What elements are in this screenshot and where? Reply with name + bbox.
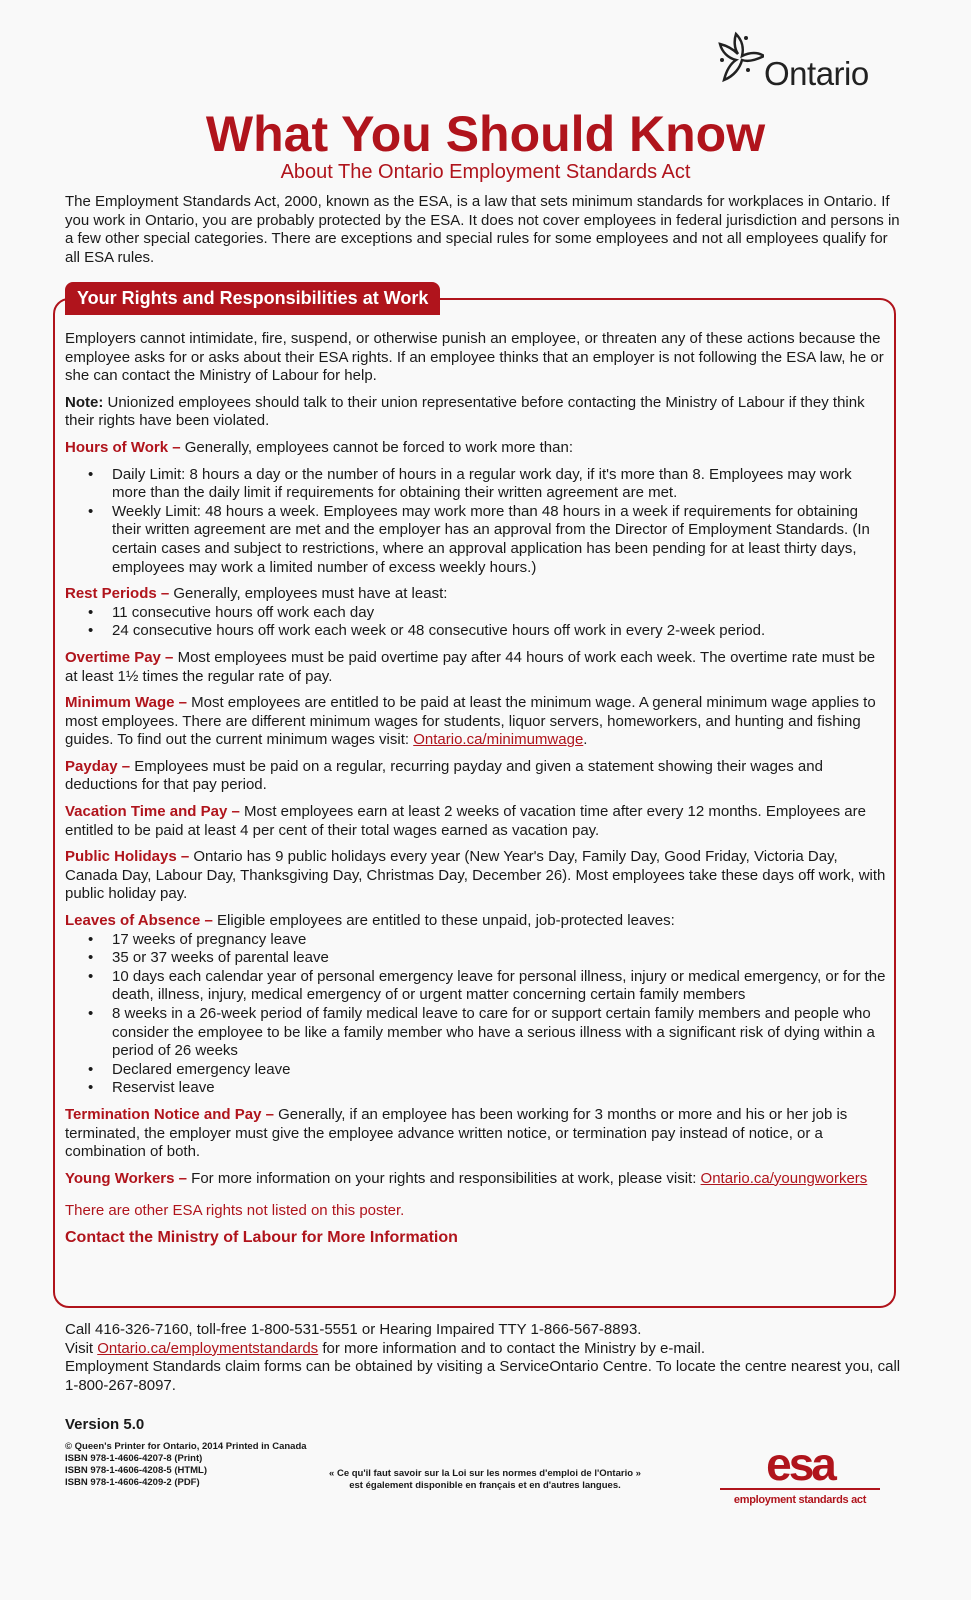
note-label: Note: [65, 393, 104, 411]
retaliation-paragraph: Employers cannot intimidate, fire, suspend, or otherwise punish an employee, or threaten any of these actions because the employee asks for or asks about their ESA rights. If an employee thinks that an employer is not following the ESA law, he or she can contact the Ministry of Labour for help. [65, 330, 884, 385]
phone-numbers: Call 416-326-7160, toll-free 1-800-531-5551 or Hearing Impaired TTY 1-866-567-8893. [65, 1321, 642, 1338]
hours-list [65, 466, 887, 578]
list-item: • 35 or 37 weeks of parental leave [65, 949, 887, 968]
esa-logo-text: esa [766, 1438, 834, 1490]
ontario-wordmark: Ontario [764, 55, 869, 92]
isbn-html: ISBN 978-1-4606-4208-5 (HTML) [65, 1465, 208, 1476]
page-title: What You Should Know [205, 106, 766, 162]
list-item: • Weekly Limit: 48 hours a week. Employees may work more than 48 hours in a week if requirements for obtaining their written agreement are met and the employer has an approval from the Director of Employment Standards. (In certain cases and subject to restrictions, where an approval application has been pending for at least thirty days, employees may work a limited number of excess weekly hours.) [65, 503, 887, 577]
rights-box-heading: Your Rights and Responsibilities at Work [65, 282, 440, 315]
overtime-pay: Overtime Pay – Most employees must be paid overtime pay after 44 hours of work each week. The overtime rate must be at least 1½ times the regular rate of pay. [65, 648, 876, 685]
copyright: © Queen's Printer for Ontario, 2014 Printed in Canada [65, 1441, 307, 1452]
list-item: • 11 consecutive hours off work each day [65, 604, 887, 623]
esa-logo [720, 1438, 880, 1510]
rights-content [65, 330, 887, 1256]
contact-info [65, 1321, 915, 1395]
hours-of-work: Hours of Work – Generally, employees cannot be forced to work more than: [65, 438, 574, 456]
list-item: • 17 weeks of pregnancy leave [65, 931, 887, 950]
rest-periods: Rest Periods – Generally, employees must have at least: [65, 585, 448, 603]
public-holidays: Public Holidays – Ontario has 9 public holidays every year (New Year's Day, Family Day, Good Friday, Victoria Day, Canada Day, Labour Day, Thanksgiving Day, Christmas Day, December 26). Most employees take these days off work, with public holiday pay. [65, 848, 886, 903]
french-availability-note: « Ce qu'il faut savoir sur la Loi sur les normes d'emploi de l'Ontario » est également disponible en français et en d'autres langues. [329, 1468, 641, 1491]
claim-forms-info: Employment Standards claim forms can be obtained by visiting a ServiceOntario Centre. To locate the centre nearest you, call 1-800-267-8097. [65, 1358, 901, 1394]
termination: Termination Notice and Pay – Generally, if an employee has been working for 3 months or more and his or her job is terminated, the employer must give the employee advance written notice, or termination pay instead of notice, or a combination of both. [65, 1105, 848, 1161]
list-item: • Reservist leave [65, 1079, 887, 1098]
minimum-wage-link[interactable]: Ontario.ca/minimumwage [413, 731, 584, 749]
young-workers-link[interactable]: Ontario.ca/youngworkers [700, 1169, 868, 1187]
minimum-wage: Minimum Wage – Most employees are entitled to be paid at least the minimum wage. A general minimum wage applies to most employees. There are different minimum wages for students, liquor servers, homeworkers, and hunting and fishing guides. To find out the current minimum wages visit: Ontario.ca/minimumwage. [65, 694, 876, 749]
other-rights-note: There are other ESA rights not listed on this poster. [65, 1202, 405, 1220]
version-label: Version 5.0 [65, 1416, 145, 1433]
list-item: • Daily Limit: 8 hours a day or the number of hours in a regular work day, if it's more than 8. Employees may work more than the daily limit if requirements for obtaining their written agreement are met. [65, 466, 887, 503]
isbn-pdf: ISBN 978-1-4606-4209-2 (PDF) [65, 1477, 200, 1488]
employment-standards-link[interactable]: Ontario.ca/employmentstandards [97, 1339, 319, 1357]
list-item: • 8 weeks in a 26-week period of family medical leave to care for or support certain family members and people who consider the employee to be like a family member who have a serious illness with a significant risk of dying within a period of 26 weeks [65, 1005, 887, 1061]
rest-list [65, 604, 887, 641]
leaves-list [65, 931, 887, 1098]
list-item: • Declared emergency leave [65, 1061, 887, 1080]
note-paragraph: Note: Unionized employees should talk to their union representative before contacting the Ministry of Labour if they think their rights have been violated. [65, 393, 865, 430]
esa-logo-tagline: employment standards act [733, 1494, 867, 1506]
ontario-logo [718, 30, 898, 100]
list-item: • 24 consecutive hours off work each week or 48 consecutive hours off work in every 2-week period. [65, 622, 887, 641]
vacation: Vacation Time and Pay – Most employees earn at least 2 weeks of vacation time after every 12 months. Employees are entitled to be paid at least 4 per cent of their total wages earned as vacation pay. [65, 803, 866, 839]
leaves-of-absence: Leaves of Absence – Eligible employees are entitled to these unpaid, job-protected leaves: [65, 912, 675, 930]
list-item: • 10 days each calendar year of personal emergency leave for personal illness, injury or medical emergency, or for the death, illness, injury, medical emergency of or urgent matter concerning certain family members [65, 968, 887, 1005]
contact-heading: Contact the Ministry of Labour for More Information [65, 1228, 458, 1246]
intro-paragraph: The Employment Standards Act, 2000, known as the ESA, is a law that sets minimum standards for workplaces in Ontario. If you work in Ontario, you are probably protected by the ESA. It does not cover employees in federal jurisdiction and persons in a few other special categories. There are exceptions and special rules for some employees and not all employees qualify for all ESA rules. [65, 193, 900, 266]
payday: Payday – Employees must be paid on a regular, recurring payday and given a statement showing their wages and deductions for that pay period. [65, 757, 823, 794]
young-workers: Young Workers – For more information on your rights and responsibilities at work, please visit: Ontario.ca/youngworkers [65, 1169, 868, 1187]
isbn-print: ISBN 978-1-4606-4207-8 (Print) [65, 1453, 203, 1464]
visit-line: Visit Ontario.ca/employmentstandards for more information and to contact the Ministry by e-mail. [65, 1339, 706, 1357]
page-subtitle: About The Ontario Employment Standards Act [280, 161, 691, 183]
trillium-icon [718, 30, 764, 90]
legal-info [65, 1441, 307, 1489]
